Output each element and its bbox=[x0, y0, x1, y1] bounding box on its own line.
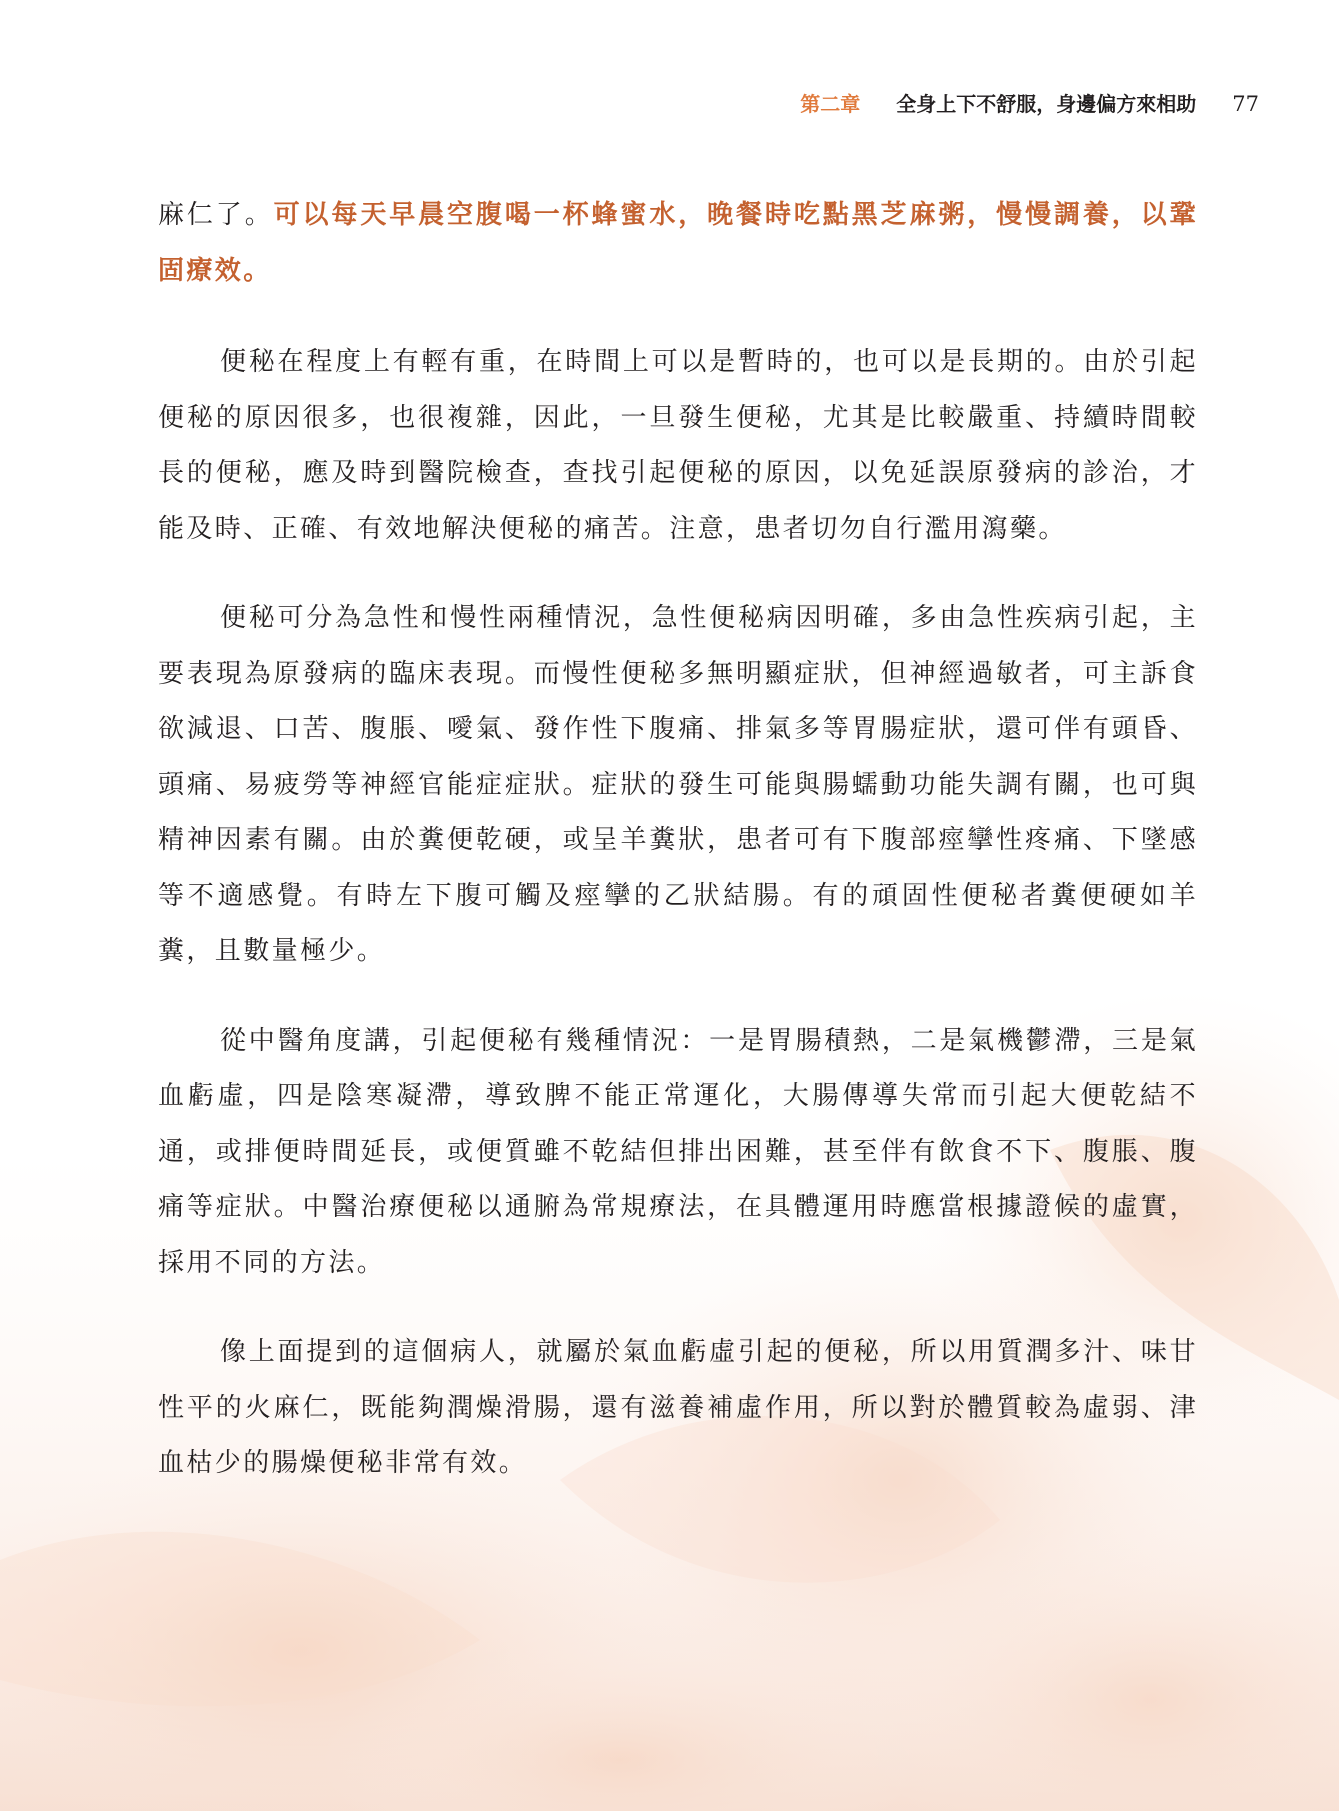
paragraph-5: 像上面提到的這個病人，就屬於氣血虧虛引起的便秘，所以用質潤多汁、味甘性平的火麻仁，既能夠潤燥滑腸，還有滋養補虛作用，所以對於體質較為虛弱、津血枯少的腸燥便秘非常有效。 bbox=[158, 1337, 1198, 1478]
paragraph-1-highlight: 可以每天早晨空腹喝一杯蜂蜜水，晚餐時吃點黑芝麻粥，慢慢調養，以鞏固療效。 bbox=[158, 200, 1198, 286]
paragraph-3: 便秘可分為急性和慢性兩種情況，急性便秘病因明確，多由急性疾病引起，主要表現為原發病的臨床表現。而慢性便秘多無明顯症狀，但神經過敏者，可主訴食欲減退、口苦、腹脹、噯氣、發作性下腹痛、排氣多等胃腸症狀，還可伴有頭昏、頭痛、易疲勞等神經官能症症狀。症狀的發生可能與腸蠕動功能失調有關，也可與精神因素有關。由於糞便乾硬，或呈羊糞狀，患者可有下腹部痙攣性疼痛、下墜感等不適感覺。有時左下腹可觸及痙攣的乙狀結腸。有的頑固性便秘者糞便硬如羊糞，且數量極少。 bbox=[158, 603, 1198, 966]
paragraph-4: 從中醫角度講，引起便秘有幾種情況：一是胃腸積熱，二是氣機鬱滯，三是氣血虧虛，四是陰寒凝滯，導致脾不能正常運化，大腸傳導失常而引起大便乾結不通，或排便時間延長，或便質雖不乾結但排出困難，甚至伴有飲食不下、腹脹、腹痛等症狀。中醫治療便秘以通腑為常規療法，在具體運用時應當根據證候的虛實，採用不同的方法。 bbox=[158, 1025, 1198, 1278]
paragraph-2: 便秘在程度上有輕有重，在時間上可以是暫時的，也可以是長期的。由於引起便秘的原因很多，也很複雜，因此，一旦發生便秘，尤其是比較嚴重、持續時間較長的便秘，應及時到醫院檢查，查找引起便秘的原因，以免延誤原發病的診治，才能及時、正確、有效地解決便秘的痛苦。注意，患者切勿自行濫用瀉藥。 bbox=[158, 347, 1198, 544]
body-text bbox=[158, 188, 1198, 1526]
paragraph-1-plain: 麻仁了。 bbox=[158, 200, 274, 230]
chapter-label: 第二章 bbox=[800, 92, 861, 116]
chapter-title: 全身上下不舒服，身邊偏方來相助 bbox=[896, 92, 1197, 116]
page-number: 77 bbox=[1232, 92, 1259, 116]
paragraph-1 bbox=[158, 188, 1198, 299]
running-header bbox=[800, 88, 1259, 118]
